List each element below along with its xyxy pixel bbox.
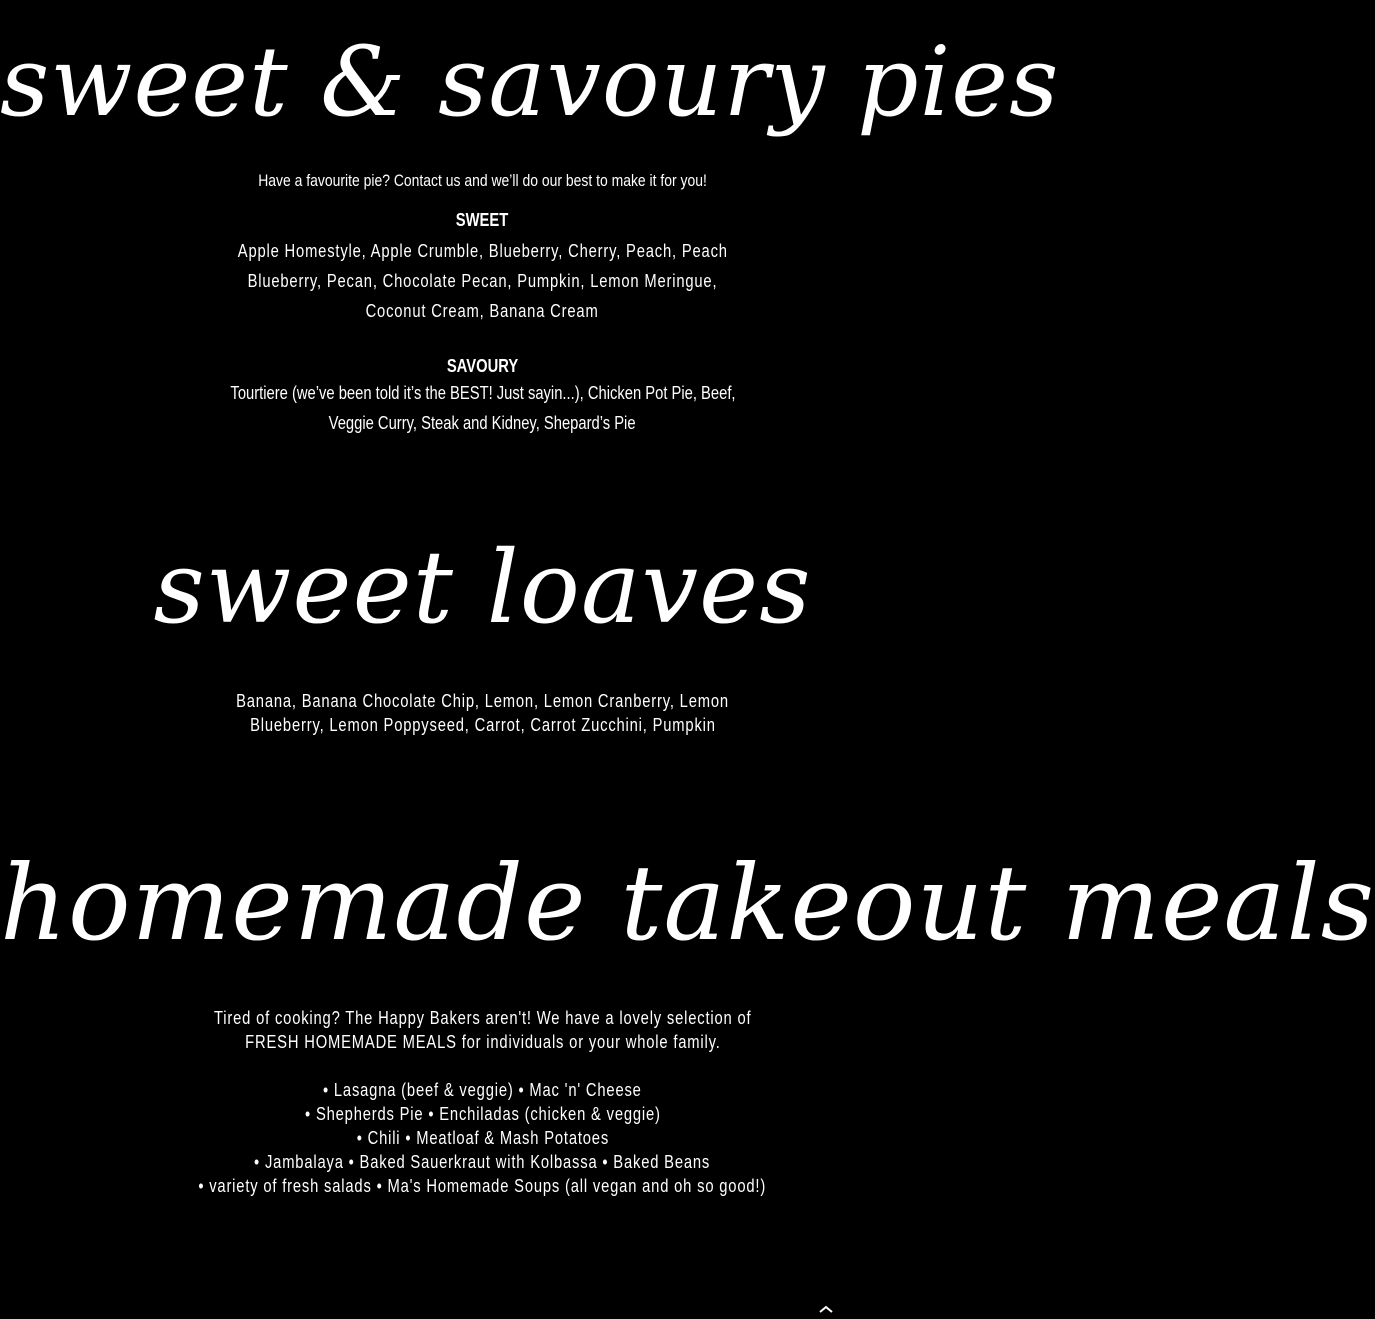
sweet-pies-line: Coconut Cream, Banana Cream: [366, 301, 599, 321]
savoury-pies-line: Tourtiere (we’ve been told it’s the BEST! Just sayin...), Chicken Pot Pie, Beef,: [229, 383, 736, 403]
meals-list-line: • variety of fresh salads • Ma's Homemade Soups (all vegan and oh so good!): [198, 1176, 767, 1196]
scroll-to-top-button[interactable]: [817, 1301, 835, 1311]
pies-intro-text: Have a favourite pie? Contact us and we’ll do our best to make it for you!: [258, 171, 707, 190]
sweet-pies-list: [0, 236, 965, 326]
sweet-pies-heading: [0, 208, 965, 232]
loaves-section-title: sweet loaves: [153, 529, 812, 646]
pies-section-title: sweet & savoury pies: [0, 26, 1060, 138]
meals-intro-line: FRESH HOMEMADE MEALS for individuals or your whole family.: [244, 1032, 721, 1052]
loaves-list: [0, 689, 965, 737]
meals-intro-line: Tired of cooking? The Happy Bakers aren't! We have a lovely selection of: [213, 1008, 752, 1028]
sweet-pies-line: Apple Homestyle, Apple Crumble, Blueberry, Cherry, Peach, Peach: [237, 241, 728, 261]
savoury-pies-list: [0, 378, 965, 438]
savoury-pies-heading-text: SAVOURY: [446, 356, 519, 376]
savoury-pies-line: Veggie Curry, Steak and Kidney, Shepard’s Pie: [329, 413, 636, 433]
meals-section-title: homemade takeout meals: [0, 842, 1375, 964]
meals-list: [0, 1078, 965, 1198]
meals-list-line: • Lasagna (beef & veggie) • Mac 'n' Cheese: [323, 1080, 642, 1100]
pies-intro: [0, 169, 965, 193]
sweet-pies-heading-text: SWEET: [456, 210, 509, 230]
loaves-line: Banana, Banana Chocolate Chip, Lemon, Lemon Cranberry, Lemon: [236, 691, 729, 711]
chevron-up-icon: [817, 1304, 835, 1314]
loaves-line: Blueberry, Lemon Poppyseed, Carrot, Carrot Zucchini, Pumpkin: [249, 715, 716, 735]
meals-list-line: • Chili • Meatloaf & Mash Potatoes: [356, 1128, 609, 1148]
meals-list-line: • Shepherds Pie • Enchiladas (chicken & veggie): [304, 1104, 661, 1124]
sweet-pies-line: Blueberry, Pecan, Chocolate Pecan, Pumpkin, Lemon Meringue,: [247, 271, 718, 291]
meals-intro: [0, 1006, 965, 1054]
meals-list-line: • Jambalaya • Baked Sauerkraut with Kolbassa • Baked Beans: [254, 1152, 711, 1172]
savoury-pies-heading: [0, 354, 965, 378]
